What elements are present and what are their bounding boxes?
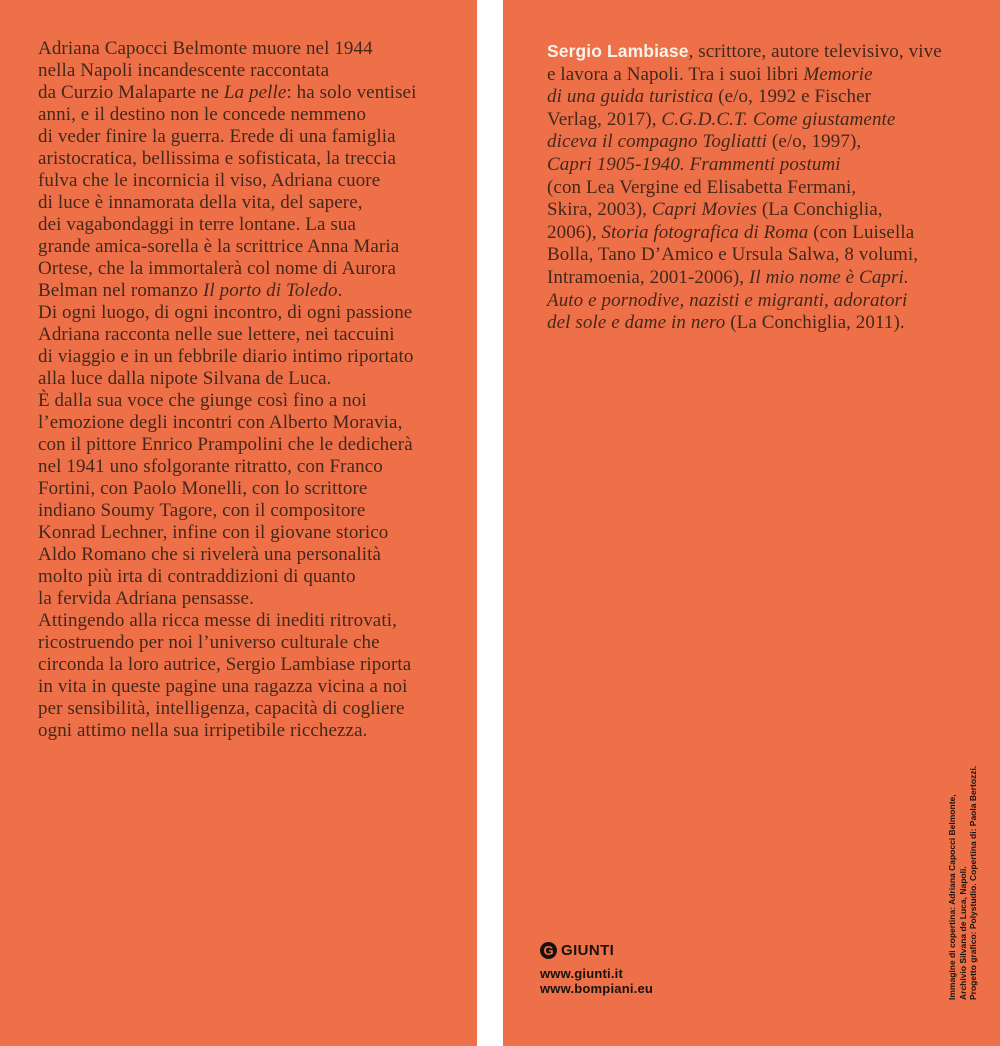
text-line: per sensibilità, intelligenza, capacità di cogliere (38, 698, 405, 719)
text-line: Verlag, 2017), C.G.D.C.T. Come giustamente (547, 108, 896, 130)
text-line: Konrad Lechner, infine con il giovane storico (38, 522, 389, 543)
text-line: ogni attimo nella sua irripetibile ricchezza. (38, 720, 368, 741)
text-line: circonda la loro autrice, Sergio Lambiase riporta (38, 654, 412, 675)
cover-credit-line: Archivio Silvana de Luca, Napoli. (957, 866, 968, 1000)
publisher-urls (540, 966, 653, 996)
text-line: 2006), Storia fotografica di Roma (con Luisella (547, 221, 915, 243)
text-line: con il pittore Enrico Prampolini che le dedicherà (38, 434, 413, 455)
text-line: da Curzio Malaparte ne La pelle: ha solo ventisei (38, 82, 417, 103)
text-line: nella Napoli incandescente raccontata (38, 60, 330, 81)
text-line: molto più irta di contraddizioni di quanto (38, 566, 356, 587)
text-line: aristocratica, bellissima e sofisticata, la treccia (38, 148, 397, 169)
cover-credits (947, 765, 979, 1000)
text-line: Auto e pornodive, nazisti e migranti, adoratori (547, 289, 908, 311)
book-description-text (38, 38, 470, 742)
author-bio-text (547, 40, 992, 335)
text-line: Belman nel romanzo Il porto di Toledo. (38, 280, 343, 301)
text-line: Ortese, che la immortalerà col nome di Aurora (38, 258, 396, 279)
giunti-logo-text: GIUNTI (561, 942, 615, 959)
text-line: È dalla sua voce che giunge così fino a noi (38, 390, 367, 411)
text-line: la fervida Adriana pensasse. (38, 588, 254, 609)
text-line: di veder finire la guerra. Erede di una famiglia (38, 126, 396, 147)
text-line: in vita in queste pagine una ragazza vicina a noi (38, 676, 408, 697)
left-flap-panel (0, 0, 477, 1046)
bompiani-url: www.bompiani.eu (540, 981, 654, 996)
cover-credit-line: Progetto grafico: Polystudio. Copertina di: Paola Bertozzi. (968, 765, 978, 1000)
text-line: l’emozione degli incontri con Alberto Moravia, (38, 412, 403, 433)
text-line: dei vagabondaggi in terre lontane. La sua (38, 214, 357, 235)
text-line: Adriana racconta nelle sue lettere, nei taccuini (38, 324, 395, 345)
giunti-url: www.giunti.it (540, 966, 623, 981)
text-line: (con Lea Vergine ed Elisabetta Fermani, (547, 176, 857, 198)
text-line: nel 1941 uno sfolgorante ritratto, con Franco (38, 456, 383, 477)
text-line: anni, e il destino non le concede nemmeno (38, 104, 367, 125)
text-line: del sole e dame in nero (La Conchiglia, 2011). (547, 312, 905, 334)
text-line: Di ogni luogo, di ogni incontro, di ogni passione (38, 302, 413, 323)
text-line: Aldo Romano che si rivelerà una personalità (38, 544, 382, 565)
text-line: Attingendo alla ricca messe di inediti ritrovati, (38, 610, 397, 631)
text-line: Capri 1905-1940. Frammenti postumi (547, 153, 841, 175)
giunti-g-mark-icon: G (540, 942, 557, 959)
right-flap-panel (503, 0, 1000, 1046)
text-line: indiano Soumy Tagore, con il compositore (38, 500, 366, 521)
text-line: Fortini, con Paolo Monelli, con lo scrittore (38, 478, 368, 499)
text-line: di viaggio e in un febbrile diario intimo riportato (38, 346, 414, 367)
text-line: e lavora a Napoli. Tra i suoi libri Memorie (547, 63, 873, 85)
cover-credit-line: Immagine di copertina: Adriana Capocci Belmonte, (947, 794, 957, 1000)
text-line: Skira, 2003), Capri Movies (La Conchiglia, (547, 199, 883, 221)
text-line: Bolla, Tano D’Amico e Ursula Salwa, 8 volumi, (547, 244, 919, 266)
text-line: Adriana Capocci Belmonte muore nel 1944 (38, 38, 373, 59)
text-line: ricostruendo per noi l’universo culturale che (38, 632, 380, 653)
giunti-logo (540, 942, 653, 959)
text-line: grande amica-sorella è la scrittrice Anna Maria (38, 236, 400, 257)
publisher-block (540, 942, 653, 996)
text-line: diceva il compagno Togliatti (e/o, 1997), (547, 131, 862, 153)
text-line: di una guida turistica (e/o, 1992 e Fischer (547, 86, 872, 108)
text-line: fulva che le incornicia il viso, Adriana cuore (38, 170, 381, 191)
text-line: di luce è innamorata della vita, del sapere, (38, 192, 363, 213)
text-line: Intramoenia, 2001-2006), Il mio nome è Capri. (547, 266, 909, 288)
text-line: alla luce dalla nipote Silvana de Luca. (38, 368, 332, 389)
text-line: Sergio Lambiase, scrittore, autore televisivo, vive (547, 41, 942, 62)
